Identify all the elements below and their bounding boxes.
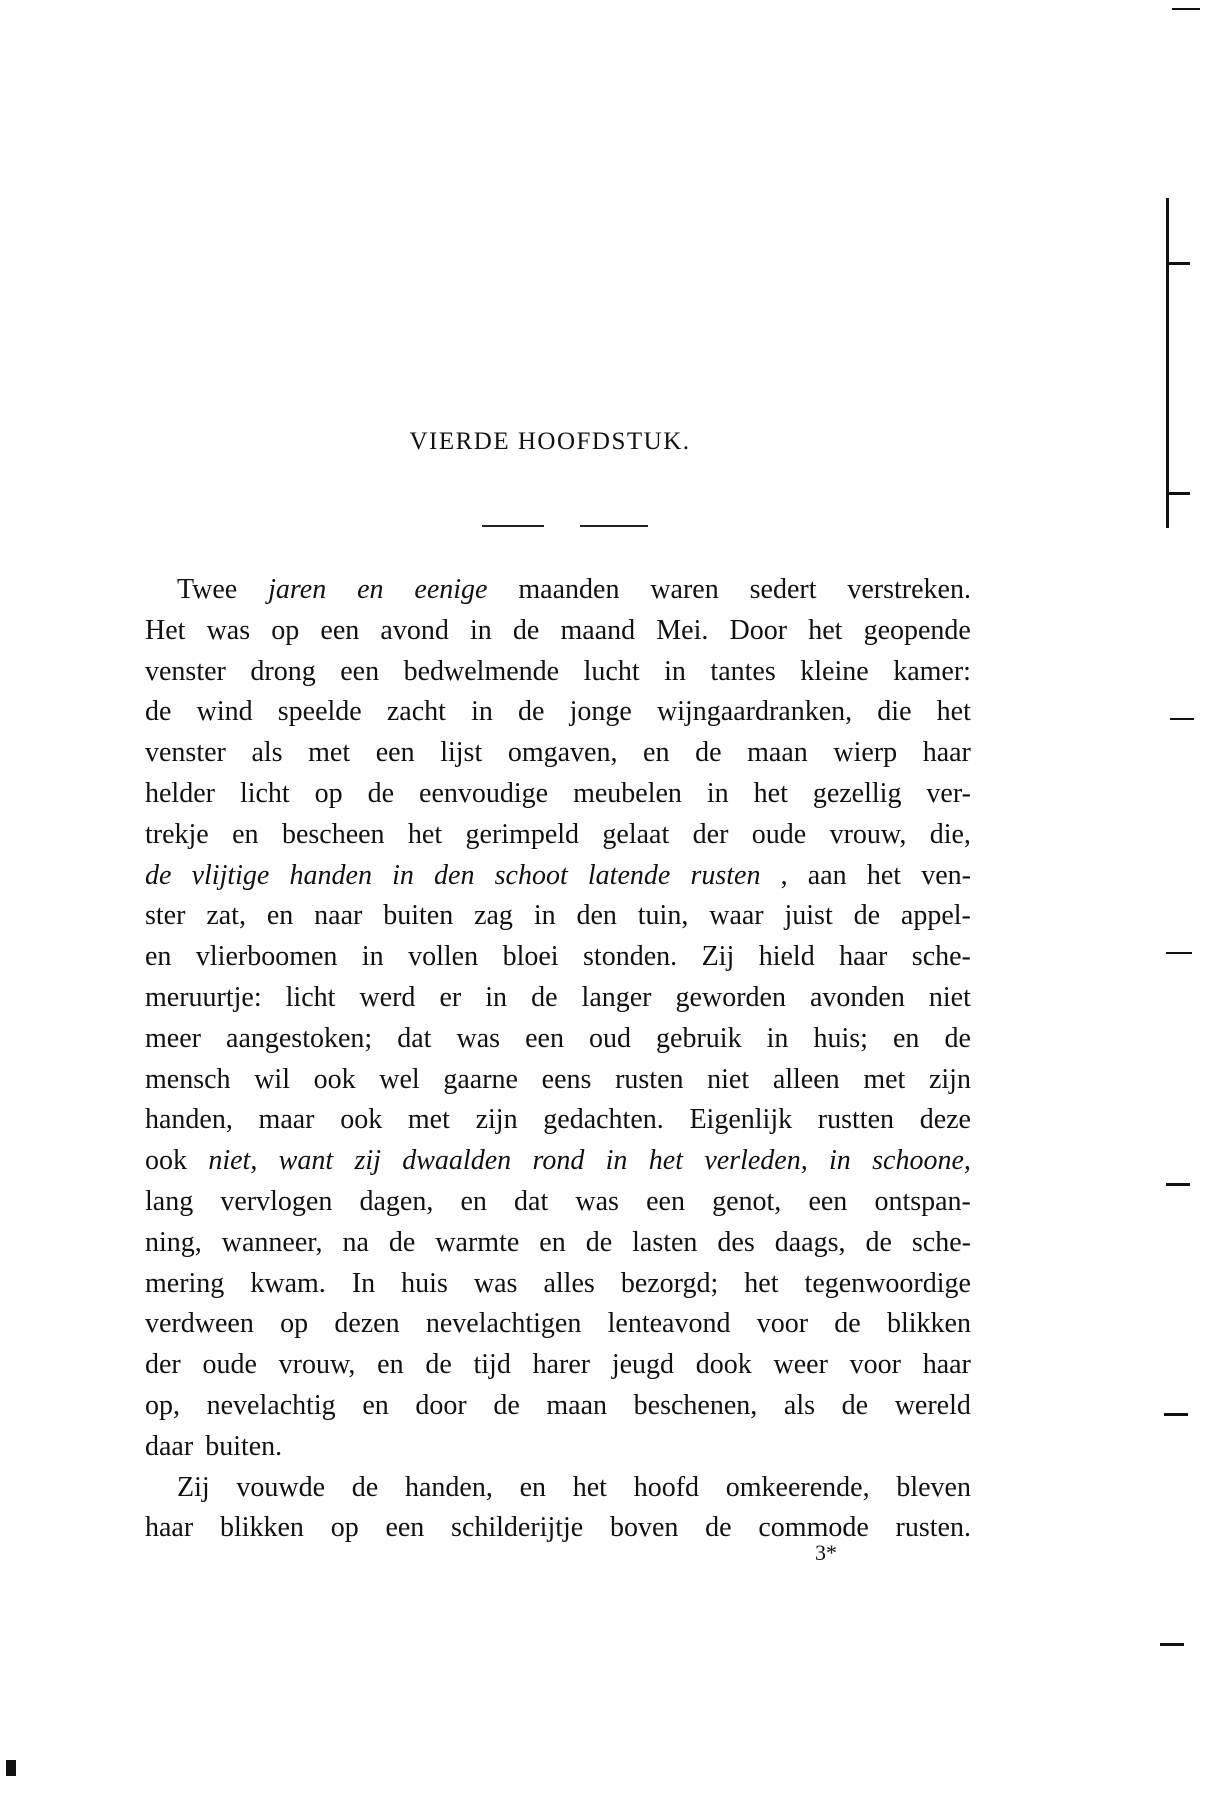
word: vervlogen bbox=[220, 1185, 333, 1217]
word: juist bbox=[784, 900, 833, 932]
word: ning, bbox=[145, 1226, 202, 1258]
word: handen, bbox=[145, 1104, 233, 1136]
word: een bbox=[375, 737, 415, 769]
word: de bbox=[834, 1308, 861, 1340]
word: beschenen, bbox=[633, 1389, 758, 1421]
word: oude bbox=[202, 1349, 257, 1381]
word: verdween bbox=[145, 1308, 254, 1340]
word: nevelachtig bbox=[206, 1389, 336, 1421]
word: in bbox=[706, 777, 729, 809]
word: op bbox=[314, 777, 343, 809]
word: haar bbox=[839, 941, 888, 973]
word: huis; bbox=[813, 1022, 868, 1054]
word: in bbox=[605, 1145, 628, 1177]
scan-edge-tick bbox=[1168, 262, 1190, 265]
text-line bbox=[145, 1304, 971, 1345]
word: alles bbox=[543, 1267, 595, 1299]
word: ook bbox=[340, 1104, 383, 1136]
word: zat, bbox=[206, 900, 246, 932]
word: handen bbox=[289, 859, 372, 891]
word: Twee bbox=[177, 574, 238, 605]
word: ook bbox=[145, 1145, 187, 1177]
word: vlierboomen bbox=[195, 941, 338, 973]
word: in bbox=[469, 614, 492, 646]
word: daar bbox=[145, 1430, 194, 1462]
word: tegenwoordige bbox=[804, 1267, 971, 1299]
word: de bbox=[705, 1512, 732, 1544]
word: , bbox=[780, 859, 788, 891]
word: met bbox=[407, 1104, 450, 1136]
word: door bbox=[415, 1389, 467, 1421]
word: mensch bbox=[145, 1063, 231, 1095]
word: geopende bbox=[863, 614, 971, 646]
word: Eigenlijk bbox=[689, 1104, 793, 1136]
word: de bbox=[145, 696, 172, 728]
word: niet bbox=[928, 981, 971, 1013]
word: na bbox=[342, 1226, 369, 1258]
word: en bbox=[362, 1389, 389, 1421]
text-line bbox=[145, 570, 971, 611]
text-line bbox=[145, 1264, 971, 1305]
word: het bbox=[866, 859, 902, 891]
scan-edge-dash bbox=[1170, 718, 1194, 720]
word: venster bbox=[145, 655, 226, 687]
word: zacht bbox=[386, 696, 446, 728]
word: dat bbox=[397, 1022, 432, 1054]
word: het bbox=[572, 1471, 607, 1503]
signature-mark: 3* bbox=[815, 1540, 837, 1565]
word: op bbox=[271, 614, 300, 646]
text-line bbox=[145, 978, 971, 1019]
word: was bbox=[456, 1022, 501, 1054]
word: bleven bbox=[896, 1471, 971, 1503]
word: in bbox=[471, 696, 493, 728]
word: de bbox=[531, 981, 558, 1013]
word: warmte bbox=[435, 1226, 520, 1258]
word: jonge bbox=[569, 696, 632, 728]
word: verstreken. bbox=[847, 574, 971, 605]
text-line bbox=[145, 1468, 971, 1509]
word: omgaven, bbox=[507, 737, 618, 769]
word: waar bbox=[709, 900, 764, 932]
word: stonden. bbox=[583, 941, 678, 973]
word: op bbox=[280, 1308, 309, 1340]
word: was bbox=[206, 614, 251, 646]
word: wind bbox=[196, 696, 253, 728]
word: Het bbox=[145, 614, 186, 646]
word: een bbox=[320, 614, 360, 646]
chapter-title: VIERDE HOOFDSTUK. bbox=[409, 428, 691, 455]
word: de bbox=[367, 777, 395, 809]
word: een bbox=[646, 1185, 685, 1217]
text-line bbox=[145, 1508, 971, 1549]
word: zag bbox=[474, 900, 513, 932]
word: avond bbox=[380, 614, 449, 646]
text-line bbox=[145, 937, 971, 978]
word: het bbox=[753, 777, 788, 809]
word: lenteavond bbox=[607, 1308, 731, 1340]
text-line bbox=[145, 1345, 971, 1386]
word: en bbox=[377, 1349, 404, 1381]
word: en bbox=[539, 1226, 566, 1258]
word: vollen bbox=[408, 941, 479, 973]
word: de bbox=[865, 1226, 892, 1258]
word: rustten bbox=[817, 1104, 895, 1136]
word: schilderijtje bbox=[451, 1512, 584, 1544]
word: harer bbox=[532, 1349, 591, 1381]
text-line bbox=[145, 1019, 971, 1060]
word: eenvoudige bbox=[419, 777, 549, 809]
word: deze bbox=[919, 1104, 971, 1136]
word: Zij bbox=[701, 941, 735, 973]
word: nevelachtigen bbox=[425, 1308, 582, 1340]
word: kleine bbox=[800, 655, 869, 687]
word: en bbox=[643, 737, 670, 769]
text-line bbox=[145, 611, 971, 652]
word: de bbox=[841, 1389, 869, 1421]
word: de bbox=[351, 1471, 379, 1503]
scan-edge-dash bbox=[1164, 1413, 1188, 1416]
word: zijn bbox=[475, 1104, 518, 1136]
word: in bbox=[485, 981, 508, 1013]
word: het bbox=[744, 1267, 779, 1299]
word: Mei. bbox=[656, 614, 709, 646]
word: hoofd bbox=[633, 1471, 700, 1503]
word: meruurtje: bbox=[145, 981, 262, 1013]
word: bedwelmende bbox=[403, 655, 560, 687]
word: maanden bbox=[518, 574, 620, 605]
title-divider-left bbox=[482, 525, 544, 527]
word: bezorgd; bbox=[620, 1267, 719, 1299]
scan-edge-dash bbox=[1166, 952, 1192, 954]
word: en bbox=[460, 1185, 487, 1217]
word: en bbox=[519, 1471, 546, 1503]
word: speelde bbox=[277, 696, 362, 728]
word: de bbox=[145, 859, 172, 891]
word: buiten bbox=[383, 900, 454, 932]
word: oude bbox=[751, 818, 807, 850]
word: een bbox=[340, 655, 380, 687]
word: gezellig bbox=[812, 777, 902, 809]
word: maan bbox=[546, 1389, 608, 1421]
word: een bbox=[808, 1185, 848, 1217]
word: dook bbox=[695, 1349, 752, 1381]
word: was bbox=[473, 1267, 518, 1299]
word: de bbox=[853, 900, 881, 932]
word: en bbox=[266, 900, 294, 932]
word: trekje bbox=[145, 818, 209, 850]
word: haar bbox=[922, 737, 971, 769]
word: zijn bbox=[928, 1063, 971, 1095]
word: als bbox=[783, 1389, 815, 1421]
word: vlijtige bbox=[191, 859, 270, 891]
word: haar bbox=[922, 1349, 971, 1381]
word: want bbox=[278, 1145, 334, 1177]
word: ook bbox=[313, 1063, 356, 1095]
word: tantes bbox=[710, 655, 776, 687]
word: verleden, bbox=[704, 1145, 808, 1177]
word: waren bbox=[650, 574, 719, 605]
text-line bbox=[145, 815, 971, 856]
word: boven bbox=[609, 1512, 679, 1544]
word: ontspan- bbox=[874, 1185, 971, 1217]
word: omkeerende, bbox=[725, 1471, 870, 1503]
word: jaren bbox=[268, 574, 327, 605]
word: eenige bbox=[414, 574, 488, 605]
text-line bbox=[145, 1141, 971, 1182]
word: met bbox=[863, 1063, 906, 1095]
word: den bbox=[434, 859, 475, 891]
word: maar bbox=[258, 1104, 315, 1136]
scan-edge-dash bbox=[1160, 1643, 1184, 1646]
word: en bbox=[145, 941, 172, 973]
word: werd bbox=[359, 981, 416, 1013]
word: schoot bbox=[494, 859, 568, 891]
word: vrouw, bbox=[278, 1349, 356, 1381]
text-line bbox=[145, 1427, 971, 1468]
word: helder bbox=[145, 777, 215, 809]
word: bloei bbox=[502, 941, 559, 973]
text-line bbox=[145, 692, 971, 733]
word: in bbox=[533, 900, 556, 932]
word: dagen, bbox=[359, 1185, 434, 1217]
word: en bbox=[232, 818, 259, 850]
word: mering bbox=[145, 1267, 225, 1299]
word: lucht bbox=[583, 655, 640, 687]
word: het bbox=[648, 1145, 683, 1177]
word: meubelen bbox=[573, 777, 682, 809]
word: kwam. bbox=[250, 1267, 326, 1299]
word: in bbox=[664, 655, 686, 687]
word: het bbox=[407, 818, 443, 850]
word: naar bbox=[314, 900, 363, 932]
word: lijst bbox=[440, 737, 483, 769]
word: daags, bbox=[774, 1226, 846, 1258]
word: drong bbox=[250, 655, 316, 687]
word: in bbox=[766, 1022, 789, 1054]
word: der bbox=[145, 1349, 181, 1381]
word: de bbox=[944, 1022, 971, 1054]
word: buiten. bbox=[205, 1430, 283, 1462]
word: jeugd bbox=[611, 1349, 675, 1381]
word: Door bbox=[729, 614, 788, 646]
word: vrouw, bbox=[829, 818, 907, 850]
word: in bbox=[361, 941, 384, 973]
scan-edge-tick bbox=[1168, 492, 1190, 495]
word: een bbox=[385, 1512, 425, 1544]
word: oud bbox=[589, 1022, 631, 1054]
word: rusten bbox=[615, 1063, 684, 1095]
word: kamer: bbox=[893, 655, 971, 687]
word: rusten. bbox=[895, 1512, 971, 1544]
word: geworden bbox=[675, 981, 786, 1013]
word: eens bbox=[541, 1063, 592, 1095]
word: aan bbox=[807, 859, 847, 891]
word: langer bbox=[581, 981, 652, 1013]
word: aangestoken; bbox=[226, 1022, 373, 1054]
word: ver- bbox=[926, 777, 971, 809]
word: avonden bbox=[809, 981, 905, 1013]
word: Zij bbox=[177, 1471, 210, 1503]
word: genot, bbox=[712, 1185, 782, 1217]
word: schoone, bbox=[872, 1145, 971, 1177]
word: de bbox=[695, 737, 722, 769]
word: des bbox=[717, 1226, 755, 1258]
word: latende bbox=[587, 859, 671, 891]
text-line bbox=[145, 774, 971, 815]
word: wel bbox=[379, 1063, 420, 1095]
text-line bbox=[145, 1100, 971, 1141]
word: op bbox=[330, 1512, 359, 1544]
word: ster bbox=[145, 900, 186, 932]
word: den bbox=[576, 900, 617, 932]
word: en bbox=[357, 574, 384, 605]
word: er bbox=[439, 981, 462, 1013]
word: licht bbox=[285, 981, 336, 1013]
word: licht bbox=[239, 777, 290, 809]
word: voor bbox=[756, 1308, 809, 1340]
word: en bbox=[892, 1022, 920, 1054]
word: wil bbox=[254, 1063, 290, 1095]
scan-edge-dash bbox=[1166, 1183, 1190, 1186]
word: wanneer, bbox=[221, 1226, 323, 1258]
word: huis bbox=[401, 1267, 448, 1299]
word: bescheen bbox=[281, 818, 385, 850]
word: rond bbox=[532, 1145, 585, 1177]
word: wereld bbox=[894, 1389, 971, 1421]
word: in bbox=[392, 859, 414, 891]
word: weer bbox=[773, 1349, 828, 1381]
word: dwaalden bbox=[402, 1145, 512, 1177]
word: maan bbox=[747, 737, 808, 769]
word: de bbox=[585, 1226, 613, 1258]
text-line bbox=[145, 1386, 971, 1427]
text-line bbox=[145, 652, 971, 693]
word: dezen bbox=[334, 1308, 400, 1340]
word: het bbox=[936, 696, 971, 728]
word: wierp bbox=[833, 737, 898, 769]
word: blikken bbox=[886, 1308, 971, 1340]
word: ven- bbox=[921, 859, 971, 891]
scan-corner-mark bbox=[6, 1760, 16, 1776]
text-line bbox=[145, 856, 971, 897]
word: blikken bbox=[219, 1512, 304, 1544]
word: niet bbox=[707, 1063, 750, 1095]
text-line bbox=[145, 733, 971, 774]
word: appel- bbox=[900, 900, 971, 932]
word: die, bbox=[929, 818, 971, 850]
word: gelaat bbox=[602, 818, 670, 850]
body-text bbox=[145, 570, 971, 1549]
word: In bbox=[351, 1267, 376, 1299]
word: sedert bbox=[749, 574, 817, 605]
word: voor bbox=[849, 1349, 901, 1381]
word: het bbox=[808, 614, 843, 646]
word: gaarne bbox=[443, 1063, 518, 1095]
word: meer bbox=[145, 1022, 201, 1054]
word: in bbox=[829, 1145, 851, 1177]
word: rusten bbox=[690, 859, 761, 891]
text-line bbox=[145, 1060, 971, 1101]
word: sche- bbox=[911, 941, 971, 973]
title-divider-right bbox=[580, 525, 648, 527]
word: gedachten. bbox=[543, 1104, 664, 1136]
text-line bbox=[145, 896, 971, 937]
word: maand bbox=[560, 614, 636, 646]
word: alleen bbox=[772, 1063, 840, 1095]
text-line bbox=[145, 1182, 971, 1223]
word: met bbox=[308, 737, 351, 769]
scan-edge-line bbox=[1166, 198, 1169, 528]
word: die bbox=[877, 696, 912, 728]
word: niet, bbox=[208, 1145, 258, 1177]
word: hield bbox=[758, 941, 815, 973]
word: was bbox=[575, 1185, 619, 1217]
word: lang bbox=[145, 1185, 194, 1217]
word: wijngaardranken, bbox=[657, 696, 853, 728]
word: de bbox=[425, 1349, 452, 1381]
word: tuin, bbox=[637, 900, 689, 932]
word: dat bbox=[514, 1185, 549, 1217]
word: der bbox=[692, 818, 729, 850]
word: commode bbox=[758, 1512, 869, 1544]
word: de bbox=[512, 614, 540, 646]
word: de bbox=[388, 1226, 416, 1258]
word: haar bbox=[145, 1512, 194, 1544]
word: zij bbox=[354, 1145, 381, 1177]
word: op, bbox=[145, 1389, 180, 1421]
word: de bbox=[493, 1389, 520, 1421]
word: de bbox=[518, 696, 545, 728]
word: vouwde bbox=[236, 1471, 326, 1503]
word: venster bbox=[145, 737, 226, 769]
scan-edge-dash bbox=[1172, 8, 1200, 10]
word: een bbox=[525, 1022, 564, 1054]
word: lasten bbox=[632, 1226, 698, 1258]
word: tijd bbox=[473, 1349, 511, 1381]
text-line bbox=[145, 1223, 971, 1264]
word: sche- bbox=[911, 1226, 971, 1258]
word: handen, bbox=[404, 1471, 493, 1503]
word: gebruik bbox=[656, 1022, 742, 1054]
word: als bbox=[251, 737, 283, 769]
word: gerimpeld bbox=[465, 818, 580, 850]
